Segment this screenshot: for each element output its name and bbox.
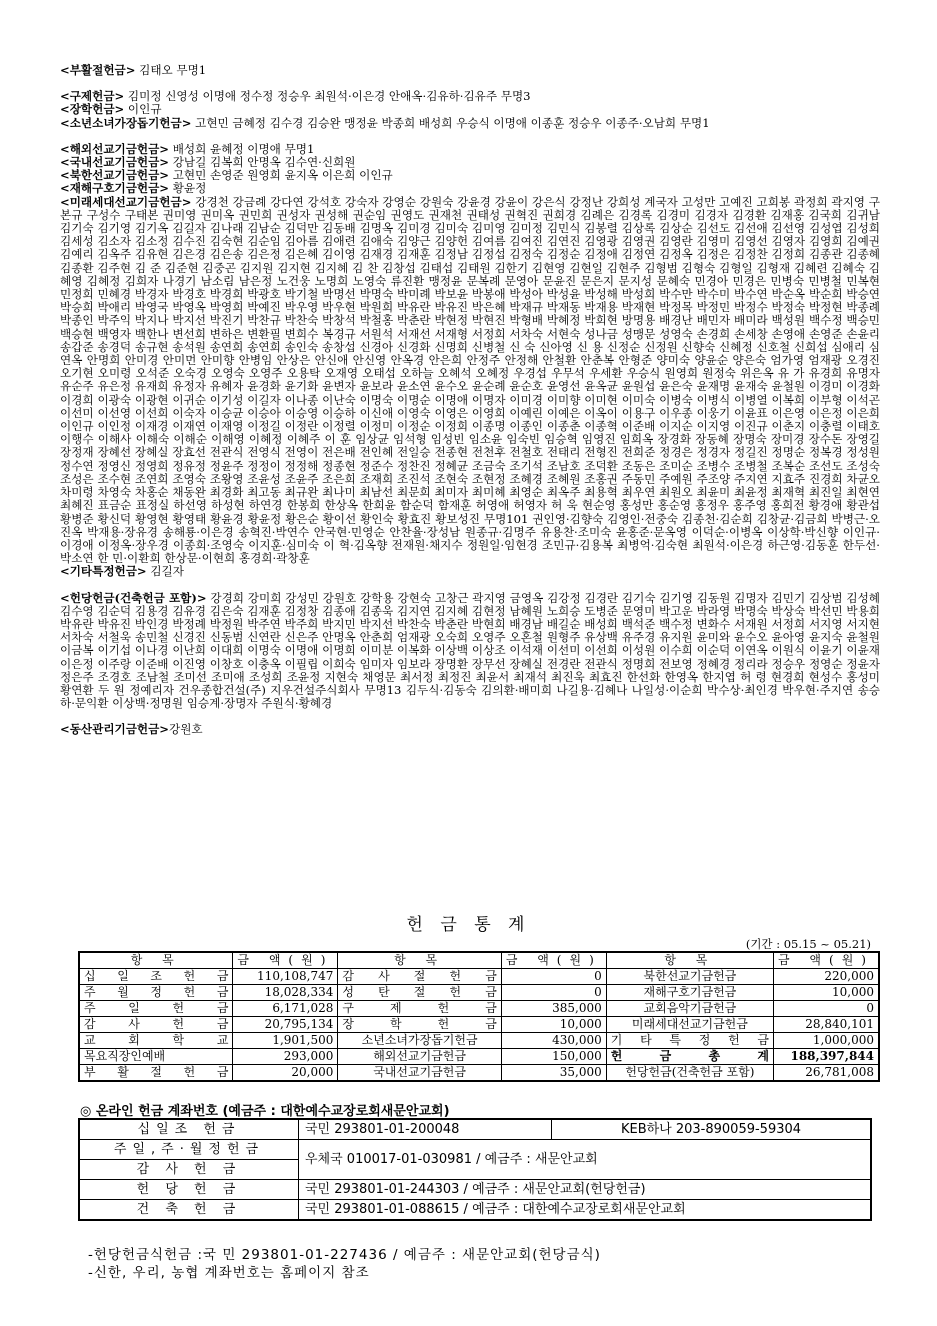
online-account-table: [78, 1118, 872, 1221]
offering-category: <국내선교기금헌금>: [60, 155, 170, 170]
stats-item-amount: 6,171,028: [233, 1001, 338, 1017]
header-item: 항 목: [606, 952, 773, 969]
offering-stats-table: [78, 951, 880, 1082]
account-label: 헌 당 헌 금: [79, 1180, 299, 1200]
offering-category: <소년소녀가장돕기헌금>: [60, 115, 192, 130]
donor-entry: [60, 565, 880, 578]
stats-item-amount: 0: [501, 985, 606, 1001]
stats-item-amount: 1,000,000: [774, 1033, 880, 1049]
donor-list: [60, 64, 880, 750]
offering-category: <장학헌금>: [60, 102, 125, 117]
header-amount: 금 액(원): [233, 952, 338, 969]
stats-item-amount: 0: [774, 1001, 880, 1017]
donor-names: 고현민 손영준 원영희 윤지옥 이은희 이인규: [169, 168, 393, 183]
stats-item-amount: 0: [501, 969, 606, 985]
offering-category: <기타특정헌금>: [60, 564, 147, 579]
stats-item-amount: 293,000: [233, 1049, 338, 1065]
offering-category: <헌당헌금(건축헌금 포함)>: [60, 590, 207, 605]
stats-item-label: 재해구호기금헌금: [606, 985, 773, 1001]
donor-names: 김길자: [146, 564, 184, 579]
offering-category: <재해구호기금헌금>: [60, 181, 170, 196]
stats-period: (기간 : 05.15 ~ 05.21): [745, 937, 871, 951]
offering-category: <동산관리기금헌금>: [60, 722, 170, 737]
account-number: 국민 293801-01-200048: [299, 1119, 552, 1140]
offering-category: <부활절헌금>: [60, 63, 136, 77]
stats-item-label: 감 사 헌 금: [79, 1017, 233, 1033]
donor-names: 이인규: [124, 102, 162, 117]
stats-row: [79, 1017, 879, 1033]
account-label: 십일조 헌금: [79, 1119, 299, 1140]
account-number: KEB하나 203-890059-59304: [552, 1119, 872, 1140]
stats-item-amount: 18,028,334: [233, 985, 338, 1001]
header-item: 항 목: [79, 952, 233, 969]
stats-item-amount: 26,781,008: [774, 1065, 880, 1082]
stats-item-amount: 10,000: [501, 1017, 606, 1033]
offering-category: <구제헌금>: [60, 89, 125, 104]
stats-row: [79, 1001, 879, 1017]
donor-names: 강경천 강금례 강다연 강석호 강숙자 강영순 강원숙 강윤경 강윤이 강은식 강정난 강희성 계국자 고성만 고예진 고희봉 곽정희 곽지영 구본규 구성수 구태본 권미영 권미옥 권민희 권성자 권성해 권순임 권영도 권재천 권태성 권혁진 권희경 김례은 김경록 김경미 김경자 김경환 김재홍 김국희 김귀남 김기숙 김기영 김기옥 김길자 김나래 김남순 김덕만 김동배 김명옥 김미경 김미숙 김미영 김미정 김민식 김봉렬 김상록 김상순 김선도 김선애 김선영 김성엽 김성희 김세성 김소자 김소정 김수진 김숙현 김순임 김아름 김애련 김애숙 김양근 김양헌 김여름 김여진 김연진 김영광 김영권 김영란 김영미 김영선 김영자 김영희 김예권 김예리 김옥주 김유현 김은경 김은송 김은정 김은혜 김이영 김재경 김재훈 김정남 김정섭 김정숙 김정순 김정애 김정연 김정옥 김정은 김정찬 김정희 김종관 김종혜 김종환 김주현 김 준 김준현 김중곤 김지원 김지현 김지혜 김 찬 김창섭 김태섭 김태원 김한기 김현영 김현일 김현주 김형범 김형숙 김형일 김형재 김혜련 김혜숙 김혜영 김혜정 김희자 나경기 남소림 남은정 노건웅 노명희 노영숙 류진환 맹정윤 문복례 문영아 문윤진 문은지 문지성 문혜숙 민경아 민경은 민병숙 민병철 민복현 민정희 민혜경 박경자 박경호 박경희 박광호 박기철 박명선 박명숙 박미례 박보윤 박봉애 박성아 박성윤 박성해 박성희 박수만 박수미 박수연 박순옥 박순희 박승연 박승희 박애리 박영국 박영옥 박영희 박예진 박우영 박우현 박원희 박유란 박유진 박은혜 박재규 박재동 박재용 박재현 박정목 박정민 박정수 박정숙 박정현 박종례 박종인 박주익 박지나 박지선 박진기 박찬규 박찬숙 박창석 박철홍 박춘란 박현정 박현진 박형배 박혜정 박희현 방명용 배경난 배민자 배미라 백성원 백수정 백승민 백승현 백영자 백한나 변선희 변하은 변환필 변희수 복경규 서원석 서재선 서재형 서정희 서차숙 서현숙 성나금 성맹문 성영숙 손경희 손세창 손영애 손영준 손윤리 송갑준 송경덕 송규현 송석원 송연희 송연희 송인숙 송창섭 신경아 신경화 신명희 신병철 신 숙 신아영 신 용 신정순 신정원 신향숙 신혜정 신호철 신희섭 심애리 심연옥 안명희 안미경 안미먼 안미향 안병임 안상은 안신애 안신영 안옥경 안은희 안정주 안정해 안철환 안춘복 안형준 양미숙 양윤순 양은숙 엄가영 엄재광 오경진 오기현 오미령 오석준 오숙경 오영숙 오영주 오용탁 오재영 오태섭 오하늘 오혜석 오혜정 우경섭 우무석 우세환 우승식 원영희 원정숙 위은옥 유 가 유경희 유명자 유순주 유은정 유재희 유정자 유혜자 윤경화 윤기화 윤변자 윤보라 윤소연 윤수오 윤순례 윤순호 윤영선 윤옥균 윤원섭 윤은숙 윤재명 윤재숙 윤철원 이경미 이경화 이경희 이광숙 이광현 이귀순 이기성 이길자 이나종 이난숙 이명숙 이명순 이명애 이명자 이미경 이미향 이미현 이미숙 이병숙 이병식 이병열 이복희 이부형 이석곤 이선미 이선영 이선희 이숙자 이승균 이승아 이승영 이승하 이신애 이영숙 이영은 이영희 이예린 이예은 이옥이 이용구 이우종 이웅기 이윤표 이은영 이은정 이은희 이인규 이인정 이재경 이재연 이재영 이정길 이정란 이정렬 이정미 이정순 이정희 이종명 이종인 이종춘 이종혁 이준배 이지순 이지영 이진규 이춘지 이충렬 이태호 이행수 이해사 이해숙 이해순 이해영 이혜정 이혜주 이 훈 임상균 임석형 임성빈 임소윤 임숙빈 임승혁 임영진 임희옥 장경화 장동혜 장명숙 장미경 장수돈 장영길 장정재 장혜선 장혜실 장효선 전관식 전영식 전영이 전은배 전인혜 전일승 전종현 전천후 전철호 전태리 전형진 전희준 정경은 정경자 정길진 정명순 정복경 정성원 정수연 정영신 정영희 정유정 정윤주 정정이 정정해 정종현 정준수 정찬진 정혜균 조금숙 조기석 조남호 조덕환 조동은 조미순 조병수 조병철 조복순 조선도 조성숙 조성은 조수현 조연희 조영숙 조왕영 조윤성 조윤주 조은희 조재희 조진석 조현숙 조현정 조혜경 조혜원 조홍권 주동민 주예원 주조양 주지연 지효주 진경희 차균오 차미령 차영숙 차홍순 채동완 최경화 최고동 최규완 최나미 최남선 최문희 최미자 최미혜 최영순 최옥주 최용혁 최우연 최원오 최윤미 최윤정 최재혁 최진일 최현연 최혜진 표금순 표정실 하선영 하성현 하연경 한봉희 한상옥 한희윤 함순덕 함재훈 허영애 허영자 허 욱 현순영 홍성만 홍순영 홍정우 홍주영 홍희전 황경애 황관섭 황병준 황신덕 황영현 황영태 황윤경 황윤정 황은순 황이선 황인숙 황효진 황보성진 무명101 권인영·김향숙 김영인·전중숙 김종천·김순희 김창균·김금희 박병근·오진옥 박재용·장유경 송해룡·이은경 송혁진·박연수 안국현·민영순 안찬율·장성남 원종규·김명주 유용찬·조미숙 윤홍준·문옥영 이덕순·이병옥 이상학·박신향 이인규·이경애 이정옥·장우경 이종희·조영숙 이지훈·심미숙 이 혁·김옥향 전재원·채지수 정원일·임현경 조민규·김용복 최병억·김숙현 최원석·이은경 하근영·김동훈 한두선·박소연 한 민·이환희 한상문·이현희 홍경희·곽창훈: [60, 194, 880, 566]
stats-item-label: 성 탄 절 헌 금: [338, 985, 501, 1001]
stats-item-label: 주 일 헌 금: [79, 1001, 233, 1017]
stats-item-label: 교회음악기금헌금: [606, 1001, 773, 1017]
donor-entry: [60, 592, 880, 711]
stats-item-amount: 20,000: [233, 1065, 338, 1082]
stats-row: [79, 985, 879, 1001]
donor-section: [60, 723, 880, 736]
account-number: 국민 293801-01-088615 / 예금주 : 대한예수교장로회새문안교회: [299, 1200, 872, 1221]
stats-item-amount: 10,000: [774, 985, 880, 1001]
stats-item-amount: 110,108,747: [233, 969, 338, 985]
donor-names: 고현민 금혜정 김수경 김승완 맹정윤 박종희 배성희 우승식 이명애 이종훈 정승우 이종주·오남희 무명1: [191, 115, 710, 130]
stats-item-amount: 1,901,500: [233, 1033, 338, 1049]
account-row-weekly: [79, 1140, 871, 1160]
stats-item-label: 미래세대선교기금헌금: [606, 1017, 773, 1033]
donor-section: [60, 143, 880, 579]
stats-item-amount: 35,000: [501, 1065, 606, 1082]
donor-entry: [60, 196, 880, 566]
stats-item-label: 소년소녀가장돕기헌금: [338, 1033, 501, 1049]
account-label: 감 사 헌 금: [79, 1160, 299, 1180]
account-row-tithe: [79, 1119, 871, 1140]
stats-item-amount: 220,000: [774, 969, 880, 985]
stats-item-label: 장 학 헌 금: [338, 1017, 501, 1033]
stats-item-label: 국내선교기금헌금: [338, 1065, 501, 1082]
account-number: 국민 293801-01-244303 / 예금주 : 새문안교회(헌당헌금): [299, 1180, 872, 1200]
stats-item-label: 북한선교기금헌금: [606, 969, 773, 985]
stats-item-label: 해외선교기금헌금: [338, 1049, 501, 1065]
stats-item-label: 교 회 학 교: [79, 1033, 233, 1049]
donor-entry: [60, 90, 880, 103]
stats-item-amount: 20,795,134: [233, 1017, 338, 1033]
stats-item-amount: 385,000: [501, 1001, 606, 1017]
stats-item-amount: 28,840,101: [774, 1017, 880, 1033]
stats-item-label: 감 사 절 헌 금: [338, 969, 501, 985]
header-item: 항 목: [338, 952, 501, 969]
donor-section: [60, 64, 880, 77]
stats-item-label: 헌 금 총 계: [606, 1049, 773, 1065]
account-label: 주일,주·월정헌금: [79, 1140, 299, 1160]
stats-row: [79, 1033, 879, 1049]
donor-names: 김태오 무명1: [135, 63, 207, 77]
stats-item-label: 구 제 헌 금: [338, 1001, 501, 1017]
donor-entry: [60, 117, 880, 130]
donor-names: 황윤정: [169, 181, 207, 196]
stats-item-label: 헌당헌금(건축헌금 포함): [606, 1065, 773, 1082]
donor-entry: [60, 64, 880, 77]
header-amount: 금 액(원): [774, 952, 880, 969]
account-number: 우체국 010017-01-030981 / 예금주 : 새문안교회: [299, 1140, 872, 1180]
donor-names: 강원호: [169, 722, 203, 737]
donor-section: [60, 592, 880, 711]
stats-row: [79, 1065, 879, 1082]
stats-item-amount: 430,000: [501, 1033, 606, 1049]
online-account-title: ◎ 온라인 헌금 계좌번호 (예금주 : 대한예수교장로회새문안교회): [80, 1104, 450, 1119]
stats-item-amount: 150,000: [501, 1049, 606, 1065]
donor-section: [60, 90, 880, 130]
account-row-dedication: [79, 1180, 871, 1200]
stats-item-label: 십 일 조 헌 금: [79, 969, 233, 985]
stats-header-row: [79, 952, 879, 969]
stats-item-label: 주 월 정 헌 금: [79, 985, 233, 1001]
stats-item-label: 목요직장인예배: [79, 1049, 233, 1065]
offering-category: <해외선교기금헌금>: [60, 141, 170, 156]
stats-item-amount: 188,397,844: [774, 1049, 880, 1065]
donor-names: 강남길 김복희 안명옥 김수연·신희원: [169, 155, 356, 170]
note-homepage: -신한, 우리, 농협 계좌번호는 홈페이지 참조: [88, 1265, 370, 1281]
donor-names: 강경희 강미희 강성민 강원호 강학용 강현숙 고창근 곽지영 금영옥 김강정 김경란 김기숙 김기영 김동원 김명자 김민기 김상범 김성혜 김수영 김순덕 김용경 김유경 김은숙 김재훈 김정창 김종애 김종욱 김지연 김지혜 김현정 남혜원 노희승 도병준 문영미 박고운 박라영 박명숙 박상숙 박선민 박용희 박유란 박유진 박인경 박정례 박정원 박주연 박주희 박지민 박지선 박찬숙 박춘란 박현희 배경남 배길순 배성희 백석준 백수정 변화수 서재원 서정희 서지영 서지현 서차숙 서철욱 송민철 신경진 신동범 신연란 신은주 안명옥 안춘희 엄재광 오숙희 오영주 오혼철 원형주 유상백 유주경 유지원 윤미와 윤수오 윤아영 윤지숙 윤철원 이금복 이기섭 이나경 이난희 이대희 이명숙 이명애 이명희 이미분 이복화 이상백 이상조 이석재 이선미 이선희 이성원 이수희 이순덕 이연옥 이원식 이윤기 이윤재 이은정 이주랑 이준배 이진영 이창호 이충옥 이필립 이희숙 임미자 임보라 장명환 장무선 장혜실 전경란 전관식 정명희 전보영 정혜경 정리라 정승우 정영순 정윤자 정은주 조경호 조남철 조미선 조미애 조성희 조윤정 지현숙 채영문 최서정 최정진 최윤서 최재석 최진욱 최효진 한선화 한영옥 한지엽 허 령 현경희 현성수 홍성미 황연환 두 원 정예리자 건우종합건설(주) 지우건설주식회사 무명13 김두식·김동숙 김의환·배미희 나길용·김혜나 나일성·이순희 박수상·최인경 박우현·주지연 송승하·문익환 이상백·정명원 임승계·장명자 주원식·황혜경: [60, 590, 880, 711]
note-fasting-account: -헌당헌금식헌금 :국 민 293801-01-227436 / 예금주 : 새문안교회(헌당금식): [88, 1247, 601, 1263]
stats-item-label: 부 활 절 헌 금: [79, 1065, 233, 1082]
account-notes: [88, 1246, 601, 1282]
account-row-building: [79, 1200, 871, 1221]
stats-item-label: 기 타 특 정 헌 금: [606, 1033, 773, 1049]
stats-row: [79, 1049, 879, 1065]
donor-names: 김미정 신영성 이명애 정수정 정승우 최원석·이은경 안애옥·김유하·김유주 무명3: [124, 89, 531, 104]
donor-names: 배성희 윤혜정 이명애 무명1: [169, 141, 315, 156]
donor-entry: [60, 723, 880, 736]
offering-category: <미래세대선교기금헌금>: [60, 194, 192, 209]
offering-category: <북한선교기금헌금>: [60, 168, 170, 183]
header-amount: 금 액(원): [501, 952, 606, 969]
stats-title: 헌 금 통 계: [406, 915, 531, 935]
account-label: 건 축 헌 금: [79, 1200, 299, 1221]
stats-row: [79, 969, 879, 985]
